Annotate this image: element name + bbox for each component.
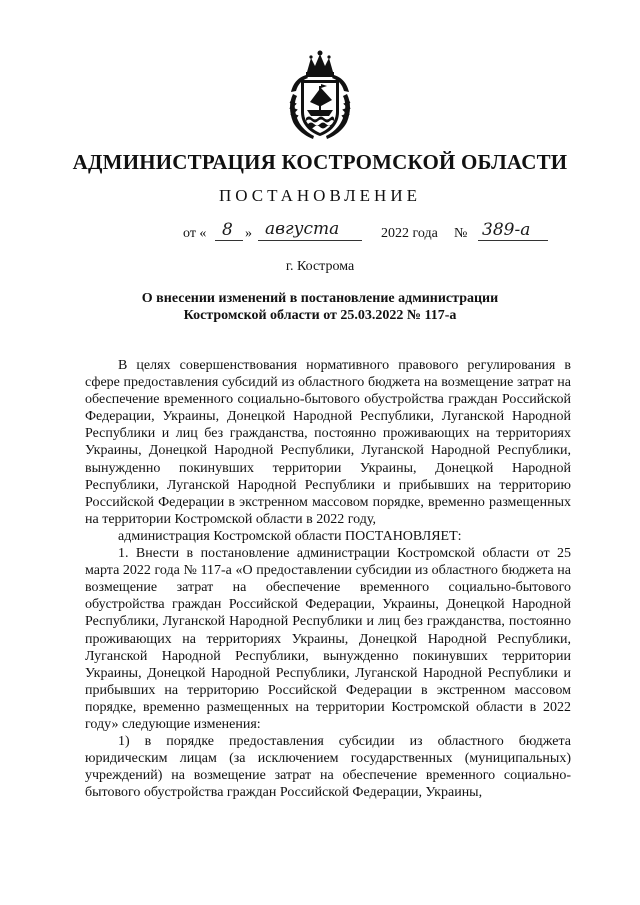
- document-title: [100, 290, 540, 324]
- paragraph-item-1: 1. Внести в постановление администрации Костромской области от 25 марта 2022 года № 117-а «О предоставлении субсидии из областного бюджета на возмещение затрат на обеспечение временного социально-бытового обустройства граждан Российской Федерации, Украины, Донецкой Народной Республики, Луганской Народной Республики и лиц без гражданства, постоянно проживающих на территориях Украины, Донецкой Народной Республики, Луганской Народной Республики, вынужденно покинувших территории Украины, Донецкой Народной Республики, Луганской Народной Республики и прибывших на территорию Российской Федерации в экстренном массовом порядке, временно размещенных на территории Костромской области в 2022 году» следующие изменения:: [85, 546, 571, 732]
- date-number-line: [0, 219, 640, 248]
- title-line-1: О внесении изменений в постановление администрации: [141, 291, 499, 306]
- title-line-2: Костромской области от 25.03.2022 № 117-а: [183, 308, 457, 323]
- date-day: 8: [222, 220, 233, 240]
- date-month-underline: [258, 240, 362, 241]
- date-month: августа: [265, 219, 340, 239]
- organization-name: АДМИНИСТРАЦИЯ КОСТРОМСКОЙ ОБЛАСТИ: [72, 150, 568, 174]
- date-year: 2022 года: [381, 226, 438, 241]
- date-day-underline: [215, 240, 243, 241]
- date-from-label: от «: [183, 226, 207, 241]
- paragraph-subitem-1: 1) в порядке предоставления субсидии из областного бюджета юридическим лицам (за исключением государственных (муниципальных) учреждений) на возмещение затрат на обеспечение временного социально-бытового обустройства граждан Российской Федерации, Украины,: [85, 734, 571, 801]
- document-number: 389-а: [482, 220, 531, 240]
- coat-of-arms-emblem: [287, 50, 353, 142]
- document-body: [85, 357, 571, 801]
- paragraph-preamble: В целях совершенствования нормативного правового регулирования в сфере предоставления субсидий из областного бюджета на возмещение затрат на обеспечение временного социально-бытового обустройства граждан Российской Федерации, Украины, Донецкой Народной Республики, Луганской Народной Республики и лиц без гражданства, постоянно проживающих на территориях Украины, Донецкой Народной Республики, Луганской Народной Республики, вынужденно покинувших территории Украины, Донецкой Народной Республики, Луганской Народной Республики и прибывших на территорию Российской Федерации в экстренном массовом порядке, временно размещенных на территории Костромской области в 2022 году,: [85, 358, 571, 527]
- paragraph-resolves: администрация Костромской области ПОСТАНОВЛЯЕТ:: [118, 528, 462, 544]
- date-quote-close: »: [245, 226, 252, 241]
- number-underline: [478, 240, 548, 241]
- city-name: г. Кострома: [285, 259, 355, 274]
- number-sign: №: [454, 226, 468, 241]
- document-type: ПОСТАНОВЛЕНИЕ: [218, 186, 421, 205]
